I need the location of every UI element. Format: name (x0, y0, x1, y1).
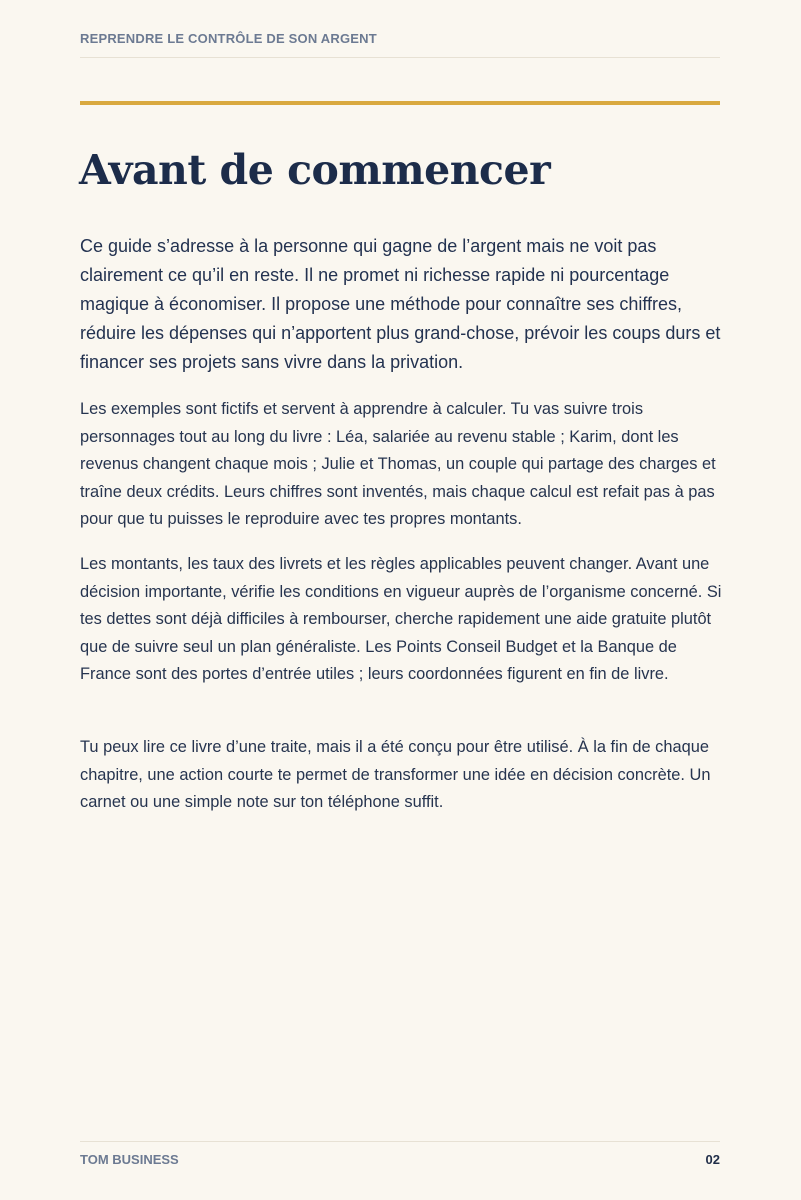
footer-divider (80, 1141, 720, 1142)
header-divider (80, 57, 720, 58)
page-number: 02 (705, 1152, 720, 1167)
lead-paragraph: Ce guide s’adresse à la personne qui gagne de l’argent mais ne voit pas clairement ce qu’il en reste. Il ne promet ni richesse rapide ni pourcentage magique à économiser. Il propose une méthode pour connaître ses chiffres, réduire les dépenses qui n’apportent plus grand-chose, prévoir les coups durs et financer ses projets sans vivre dans la privation. (80, 236, 721, 372)
footer-author: TOM BUSINESS (80, 1152, 179, 1167)
page-header: REPRENDRE LE CONTRÔLE DE SON ARGENT (80, 31, 377, 46)
body-paragraph: Les montants, les taux des livrets et les règles applicables peuvent changer. Avant une décision importante, vérifie les conditions en vigueur auprès de l’organisme concerné. Si tes dettes sont déjà difficiles à rembourser, cherche rapidement une aide gratuite plutôt que de suivre seul un plan généraliste. Les Points Conseil Budget et la Banque de France sont des portes d’entrée utiles ; leurs coordonnées figurent en fin de livre. (80, 555, 722, 683)
page-title: Avant de commencer (79, 146, 551, 194)
body-paragraph: Tu peux lire ce livre d’une traite, mais il a été conçu pour être utilisé. À la fin de chaque chapitre, une action courte te permet de transformer une idée en décision concrète. Un carnet ou une simple note sur ton téléphone suffit. (80, 738, 711, 811)
body-paragraph: Les exemples sont fictifs et servent à apprendre à calculer. Tu vas suivre trois personnages tout au long du livre : Léa, salariée au revenu stable ; Karim, dont les revenus changent chaque mois ; Julie et Thomas, un couple qui partage des charges et traîne deux crédits. Leurs chiffres sont inventés, mais chaque calcul est refait pas à pas pour que tu puisses le reproduire avec tes propres montants. (80, 400, 716, 528)
accent-bar (80, 101, 720, 105)
